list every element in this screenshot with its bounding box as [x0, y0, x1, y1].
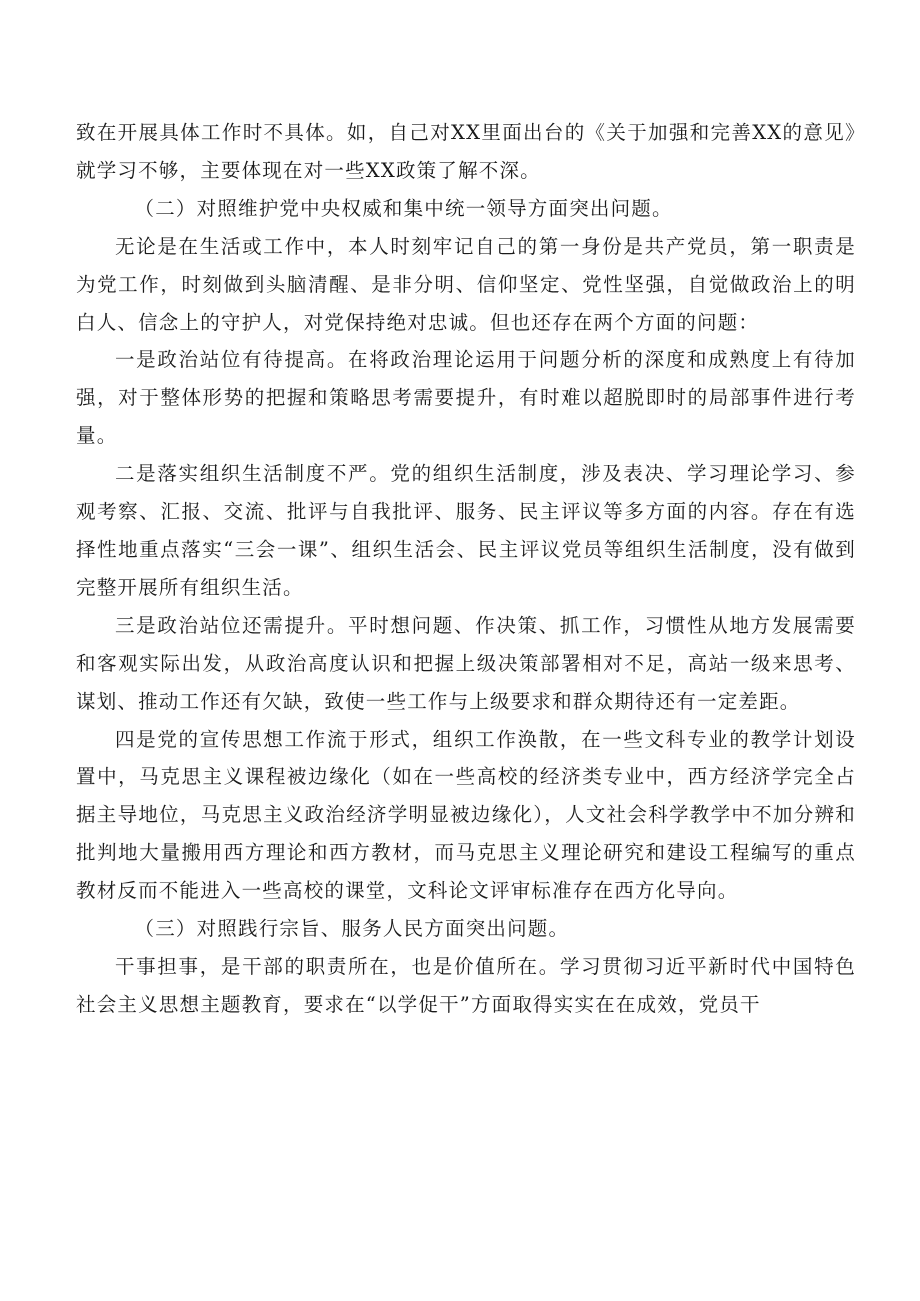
document-page: [76, 114, 856, 1024]
paragraph-point-4: 四是党的宣传思想工作流于形式，组织工作涣散，在一些文科专业的教学计划设置中，马克思主义课程被边缘化（如在一些高校的经济类专业中，西方经济学完全占据主导地位，马克思主义政治经济学明显被边缘化），人文社会科学教学中不加分辨和批判地大量搬用西方理论和西方教材，而马克思主义理论研究和建设工程编写的重点教材反而不能进入一些高校的课堂，文科论文评审标准存在西方化导向。: [76, 727, 856, 903]
section-heading-3: （三）对照践行宗旨、服务人民方面突出问题。: [134, 917, 570, 941]
paragraph-continuation: 致在开展具体工作时不具体。如，自己对XX里面出台的《关于加强和完善XX的意见》就学习不够，主要体现在对一些XX政策了解不深。: [76, 121, 856, 182]
paragraph-duty: 干事担事，是干部的职责所在，也是价值所在。学习贯彻习近平新时代中国特色社会主义思想主题教育，要求在“以学促干”方面取得实实在在成效，党员干: [76, 954, 856, 1016]
section-heading-2: （二）对照维护党中央权威和集中统一领导方面突出问题。: [134, 196, 673, 220]
paragraph-point-3: 三是政治站位还需提升。平时想问题、作决策、抓工作，习惯性从地方发展需要和客观实际出发，从政治高度认识和把握上级决策部署相对不足，高站一级来思考、谋划、推动工作还有欠缺，致使一些工作与上级要求和群众期待还有一定差距。: [76, 613, 856, 713]
paragraph-point-2: 二是落实组织生活制度不严。党的组织生活制度，涉及表决、学习理论学习、参观考察、汇报、交流、批评与自我批评、服务、民主评议等多方面的内容。存在有选择性地重点落实“三会一课”、组织生活会、民主评议党员等组织生活制度，没有做到完整开展所有组织生活。: [76, 462, 856, 599]
paragraph-intro: 无论是在生活或工作中，本人时刻牢记自己的第一身份是共产党员，第一职责是为党工作，时刻做到头脑清醒、是非分明、信仰坚定、党性坚强，自觉做政治上的明白人、信念上的守护人，对党保持绝对忠诚。但也还存在两个方面的问题：: [76, 234, 856, 334]
paragraph-point-1: 一是政治站位有待提高。在将政治理论运用于问题分析的深度和成熟度上有待加强，对于整体形势的把握和策略思考需要提升，有时难以超脱即时的局部事件进行考量。: [76, 348, 856, 448]
